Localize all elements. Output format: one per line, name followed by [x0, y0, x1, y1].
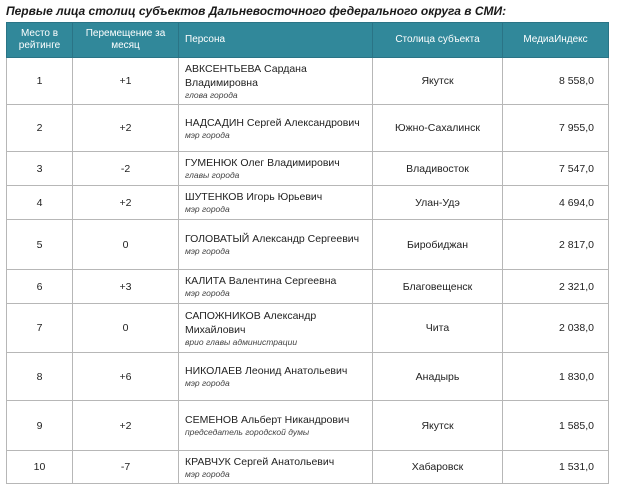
person-cell — [179, 186, 373, 220]
header-index: МедиаИндекс — [503, 23, 609, 58]
person-name: КАЛИТА Валентина Сергеевна — [185, 275, 337, 287]
person-cell — [179, 220, 373, 270]
person-cell — [179, 58, 373, 105]
change-cell: -2 — [73, 152, 179, 186]
city-cell: Владивосток — [373, 152, 503, 186]
header-rank: Место в рейтинге — [7, 23, 73, 58]
index-cell: 7 547,0 — [503, 152, 609, 186]
rank-cell: 7 — [7, 304, 73, 353]
person-name: САПОЖНИКОВ Александр Михайлович — [185, 309, 317, 336]
header-city: Столица субъекта — [373, 23, 503, 58]
rank-cell: 3 — [7, 152, 73, 186]
person-cell — [179, 401, 373, 451]
person-role: мэр города — [185, 288, 230, 298]
rank-cell: 10 — [7, 451, 73, 484]
city-cell: Благовещенск — [373, 270, 503, 304]
header-change: Перемещение за месяц — [73, 23, 179, 58]
person-cell — [179, 270, 373, 304]
person-cell — [179, 304, 373, 353]
table-row — [7, 152, 609, 186]
header-row — [7, 23, 609, 58]
change-cell: 0 — [73, 304, 179, 353]
change-cell: +2 — [73, 105, 179, 152]
person-name: ГУМЕНЮК Олег Владимирович — [185, 157, 340, 169]
person-name: КРАВЧУК Сергей Анатольевич — [185, 455, 335, 468]
index-cell: 4 694,0 — [503, 186, 609, 220]
person-role: врио главы администрации — [185, 336, 298, 347]
header-person: Персона — [179, 23, 373, 58]
change-cell: +1 — [73, 58, 179, 105]
index-cell: 1 585,0 — [503, 401, 609, 451]
table-row — [7, 270, 609, 304]
person-role: главы города — [185, 170, 240, 180]
index-cell: 7 955,0 — [503, 105, 609, 152]
person-name: СЕМЕНОВ Альберт Никандрович — [185, 414, 350, 426]
table-row — [7, 401, 609, 451]
index-cell: 1 531,0 — [503, 451, 609, 484]
person-role: мэр города — [185, 468, 230, 479]
rank-cell: 5 — [7, 220, 73, 270]
change-cell: 0 — [73, 220, 179, 270]
person-name: АВКСЕНТЬЕВА Сардана Владимировна — [185, 62, 307, 89]
change-cell: -7 — [73, 451, 179, 484]
rank-cell: 2 — [7, 105, 73, 152]
index-cell: 8 558,0 — [503, 58, 609, 105]
rank-cell: 1 — [7, 58, 73, 105]
person-role: мэр города — [185, 378, 230, 388]
rank-cell: 8 — [7, 353, 73, 401]
table-row — [7, 186, 609, 220]
index-cell: 2 321,0 — [503, 270, 609, 304]
table-row — [7, 353, 609, 401]
city-cell: Якутск — [373, 58, 503, 105]
person-role: председатель городской думы — [185, 427, 310, 437]
person-role: мэр города — [185, 204, 230, 214]
change-cell: +2 — [73, 401, 179, 451]
person-name: ШУТЕНКОВ Игорь Юрьевич — [185, 191, 323, 203]
city-cell: Якутск — [373, 401, 503, 451]
table-row — [7, 58, 609, 105]
table-caption: Первые лица столиц субъектов Дальневосточного федерального округа в СМИ: — [6, 4, 507, 18]
table-row — [7, 220, 609, 270]
index-cell: 2 817,0 — [503, 220, 609, 270]
city-cell: Чита — [373, 304, 503, 353]
rank-cell: 6 — [7, 270, 73, 304]
rank-cell: 4 — [7, 186, 73, 220]
person-role: мэр города — [185, 246, 230, 256]
person-role: глова города — [185, 89, 238, 100]
city-cell: Биробиджан — [373, 220, 503, 270]
media-rating-table — [6, 22, 609, 484]
table-row — [7, 105, 609, 152]
city-cell: Хабаровск — [373, 451, 503, 484]
table-row — [7, 304, 609, 353]
index-cell: 1 830,0 — [503, 353, 609, 401]
change-cell: +3 — [73, 270, 179, 304]
person-role: мэр города — [185, 129, 230, 140]
person-cell — [179, 353, 373, 401]
city-cell: Улан-Удэ — [373, 186, 503, 220]
person-cell — [179, 152, 373, 186]
person-name: НАДСАДИН Сергей Александрович — [185, 116, 360, 129]
index-cell: 2 038,0 — [503, 304, 609, 353]
table-row — [7, 451, 609, 484]
person-name: ГОЛОВАТЫЙ Александр Сергеевич — [185, 233, 360, 245]
city-cell: Южно-Сахалинск — [373, 105, 503, 152]
rank-cell: 9 — [7, 401, 73, 451]
person-cell — [179, 105, 373, 152]
person-cell — [179, 451, 373, 484]
person-name: НИКОЛАЕВ Леонид Анатольевич — [185, 365, 348, 377]
change-cell: +6 — [73, 353, 179, 401]
city-cell: Анадырь — [373, 353, 503, 401]
change-cell: +2 — [73, 186, 179, 220]
